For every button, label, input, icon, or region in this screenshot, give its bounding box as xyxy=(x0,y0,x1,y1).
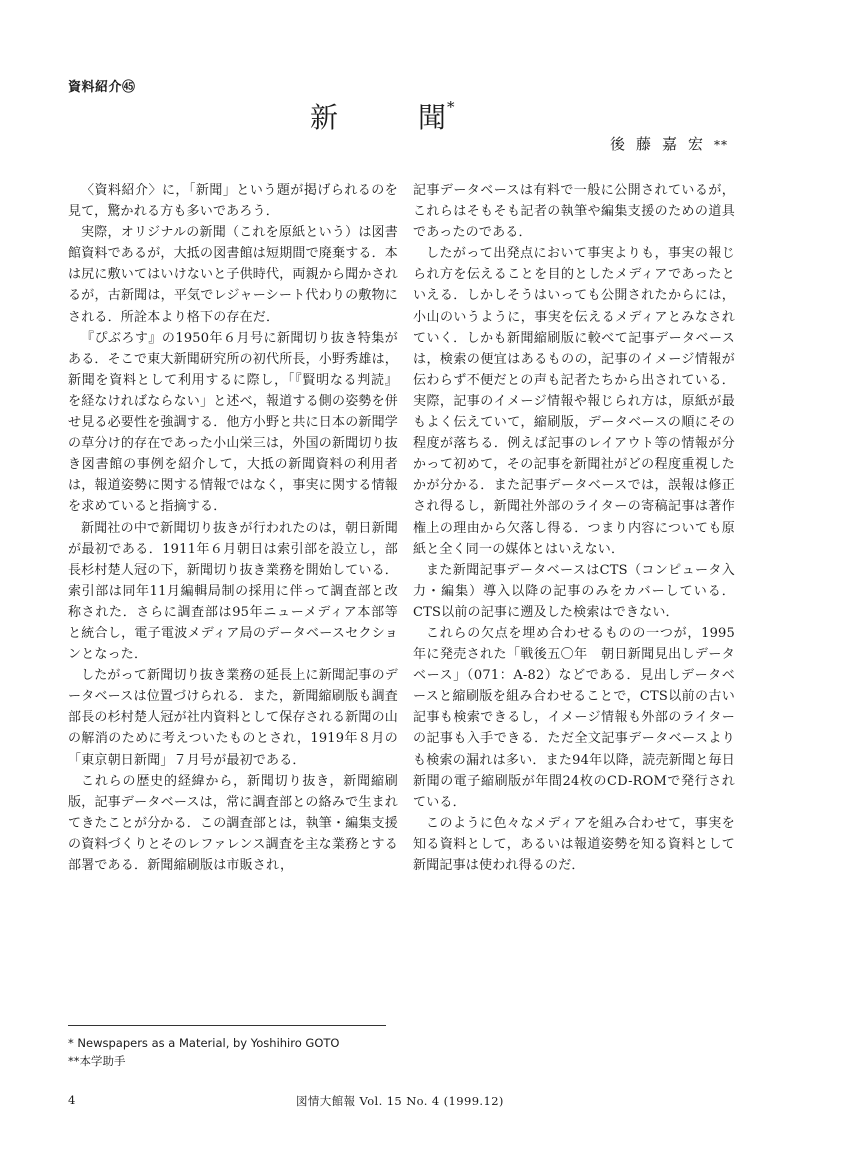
author-text: 後藤嘉宏 xyxy=(609,135,714,153)
footnote-author: **本学助手 xyxy=(68,1054,126,1068)
paragraph: 〈資料紹介〉に，「新聞」という題が掲げられるのを見て，驚かれる方も多いであろう． xyxy=(68,183,398,220)
left-column xyxy=(68,180,398,876)
journal-citation: 図情大館報 Vol. 15 No. 4 (1999.12) xyxy=(296,1094,504,1108)
paragraph: 新聞社の中で新聞切り抜きが行われたのは，朝日新聞が最初である．1911年６月朝日は索引部を設立し，部長杉村楚人冠の下，新聞切り抜き業務を開始している．索引部は同年11月編輯局制の採用に伴って調査部と改称された．さらに調査部は95年ニューメディア本部等と統合し，電子電波メディア局のデータベースセクションとなった． xyxy=(68,520,399,663)
author-name xyxy=(610,133,728,154)
paragraph: 記事データベースは有料で一般に公開されているが，これらはそもそも記者の執筆や編集支援のための道具であったのである． xyxy=(413,183,735,241)
paragraph: 実際，オリジナルの新聞（これを原紙という）は図書館資料であるが，大抵の図書館は短期間で廃棄する．本は尻に敷いてはいけないと子供時代，両親から聞かされるが，古新聞は，平気でレジャーシート代わりの敷物にされる．所詮本より格下の存在だ． xyxy=(68,225,399,325)
footnote-divider xyxy=(68,1025,386,1026)
series-label: 資料紹介㊺ xyxy=(68,80,136,95)
author-footnote-mark: ** xyxy=(714,138,728,152)
title-part-1: 新 xyxy=(310,101,339,134)
title-footnote-mark: * xyxy=(447,98,455,116)
page-number: 4 xyxy=(68,1093,76,1107)
article-title xyxy=(310,96,455,136)
paragraph: 『ぴぶろす』の1950年６月号に新聞切り抜き特集がある．そこで東大新聞研究所の初代所長，小野秀雄は，新聞を資料として利用するに際し，「『賢明なる判読』を経なければならない」と述べ，報道する側の姿勢を併せ見る必要性を強調する．他方小野と共に日本の新聞学の草分け的存在であった小山栄三は，外国の新聞切り抜き図書館の事例を紹介して，大抵の新聞資料の利用者は，報道姿勢に関する情報ではなく，事実に関する情報を求めていると指摘する． xyxy=(68,330,399,515)
footnotes xyxy=(68,1034,339,1070)
paragraph: したがって新聞切り抜き業務の延長上に新聞記事のデータベースは位置づけられる．また，新聞縮刷版も調査部長の杉村楚人冠が社内資料として保存される新聞の山の解消のために考えついたものとされ，1919年８月の「東京朝日新聞」７月号が最初である． xyxy=(68,668,399,768)
footnote-title: * Newspapers as a Material, by Yoshihiro GOTO xyxy=(68,1036,340,1050)
paragraph: また新聞記事データベースはCTS（コンピュータ入力・編集）導入以降の記事のみをカバーしている．CTS以前の記事に遡及した検索はできない． xyxy=(413,562,735,620)
right-column xyxy=(413,180,735,876)
paragraph: したがって出発点において事実よりも，事実の報じられ方を伝えることを目的としたメディアであったといえる．しかしそうはいっても公開されたからには，小山のいうように，事実を伝えるメディアとみなされていく．しかも新聞縮刷版に較べて記事データベースは，検索の便宜はあるものの，記事のイメージ情報が伝わらず不便だとの声も記者たちから出されている．実際，記事のイメージ情報や報じられ方は，原紙が最もよく伝えていて，縮刷版，データベースの順にその程度が落ちる．例えば記事のレイアウト等の情報が分かって初めて，その記事を新聞社がどの程度重視したかが分かる．また記事データベースでは，誤報は修正され得るし，新聞社外部のライターの寄稿記事は著作権上の理由から欠落し得る．つまり内容についても原紙と全く同一の媒体とはいえない． xyxy=(413,246,735,557)
title-part-2: 聞 xyxy=(418,101,447,134)
paragraph: これらの歴史的経緯から，新聞切り抜き，新聞縮刷版，記事データベースは，常に調査部との絡みで生まれてきたことが分かる．この調査部とは，執筆・編集支援の資料づくりとそのレファレンス調査を主な業務とする部署である．新聞縮刷版は市販され， xyxy=(68,773,399,873)
paragraph: このように色々なメディアを組み合わせて，事実を知る資料として，あるいは報道姿勢を知る資料として新聞記事は使われ得るのだ． xyxy=(413,815,735,873)
paragraph: これらの欠点を埋め合わせるものの一つが，1995年に発売された「戦後五〇年 朝日新聞見出しデータベース」（071：A-82）などである．見出しデータベースと縮刷版を組み合わせることで，CTS以前の古い記事も検索できるし，イメージ情報も外部のライターの記事も入手できる．ただ全文記事データベースよりも検索の漏れは多い．また94年以降，読売新聞と毎日新聞の電子縮刷版が年間24枚のCD-ROMで発行されている． xyxy=(413,625,735,810)
